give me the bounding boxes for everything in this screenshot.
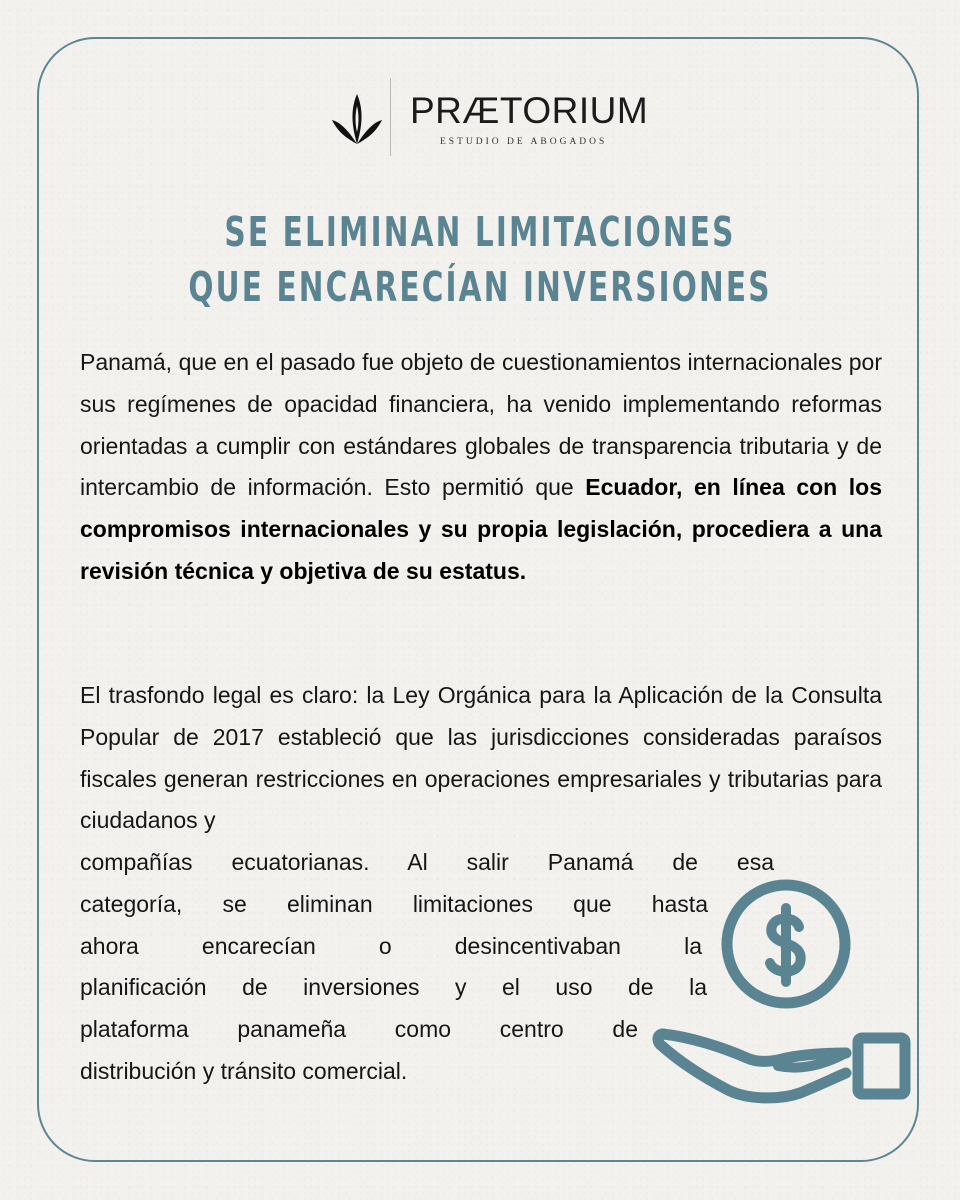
- paragraph-3-line: planificación de inversiones y el uso de la: [80, 974, 707, 1001]
- logo-divider: [390, 78, 391, 156]
- brand-logo: [330, 78, 649, 158]
- paragraph-3-line: plataforma panameña como centro de: [80, 1016, 638, 1043]
- title-line-2: QUE ENCARECÍAN INVERSIONES: [188, 263, 772, 311]
- paragraph-1: [80, 342, 882, 593]
- title-line-1: SE ELIMINAN LIMITACIONES: [224, 208, 736, 256]
- paragraph-3-line: compañías ecuatorianas. Al salir Panamá de esa: [80, 849, 774, 875]
- praetorium-logo-icon: [330, 92, 384, 148]
- paragraph-3-line: ahora encarecían o desincentivaban la: [80, 932, 702, 959]
- brand-subtitle: ESTUDIO DE ABOGADOS: [440, 137, 608, 147]
- paragraph-2-text: El trasfondo legal es claro: la Ley Orgánica para la Aplicación de la Consulta Popular de 2017 estableció que las jurisdicciones consideradas paraísos fiscales generan restricciones en operaciones empresariales y tributarias para ciudadanos y: [80, 682, 882, 834]
- paragraph-1-bold: Ecuador, en línea con los compromisos internacionales y su propia legislación, procediera a una revisión técnica y objetiva de su estatus.: [80, 474, 882, 584]
- paragraph-3-line: distribución y tránsito comercial.: [80, 1057, 408, 1084]
- brand-name: PRÆTORIUM: [410, 90, 649, 131]
- page-title: [134, 205, 825, 315]
- paragraph-2: [80, 675, 882, 842]
- coin-in-hand-icon: [650, 872, 920, 1112]
- paragraph-1-text: Panamá, que en el pasado fue objeto de cuestionamientos internacionales por sus regímenes de opacidad financiera, ha venido implementando reformas orientadas a cumplir con estándares globales de transparencia tributaria y de intercambio de información. Esto permitió que: [80, 349, 882, 501]
- paragraph-3-line: categoría, se eliminan limitaciones que hasta: [80, 890, 708, 917]
